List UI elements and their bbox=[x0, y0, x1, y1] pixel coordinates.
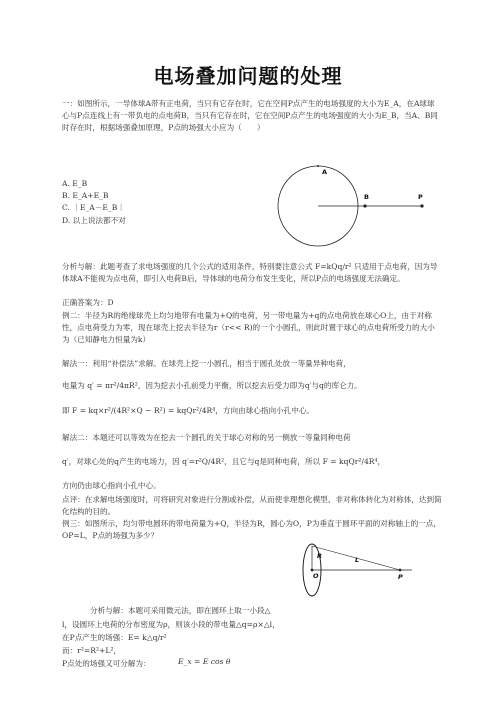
q3-figure bbox=[290, 540, 420, 600]
q1-analysis: 分析与解：此题考查了求电场强度的几个公式的适用条件，特别要注意公式 F=kQq/r² 只适用于点电荷，因为导体球A不能视为点电荷，即引入电荷B后，导体球的电荷分布发生变化，所以P点的电场强度无法确定。 bbox=[62, 262, 438, 284]
q3-analysis-1: 分析与解：本题可采用微元法，即在圆环上取一小段△ bbox=[90, 606, 271, 615]
q2-method1b: 电量为 q′ = πr²/4πR²，因为挖去小孔前受力平衡，所以挖去后受力即为q′与q的库仑力。 bbox=[62, 381, 362, 390]
q2-method2: 解法二：本题还可以等效为在挖去一个圆孔的关于球心对称的另一侧放一等量同种电荷 bbox=[62, 433, 351, 442]
label-l: L bbox=[355, 556, 360, 564]
q1-option-a: A. E_B bbox=[62, 179, 88, 188]
q1-options bbox=[62, 178, 126, 227]
label-p: P bbox=[418, 193, 423, 201]
q3-analysis-5: P点处的场强又可分解为： bbox=[62, 659, 151, 668]
q1-option-d: D. 以上说法都不对 bbox=[62, 215, 126, 225]
q3-analysis-4: 而：r²=R²+L²， bbox=[62, 646, 122, 655]
q2-method1: 解法一：利用“补偿法”求解。在球壳上挖一小圆孔，相当于圆孔处放一等量异种电荷， bbox=[62, 359, 351, 368]
q2-comment: 点评：在求解电场强度时，可将研究对象进行分割或补偿，从而使非理想化模型、非对称体转化为对称体，达到简化结构的目的。 bbox=[62, 495, 442, 517]
q1-answer: 正确答案为：D bbox=[62, 298, 114, 307]
point-p-dot bbox=[399, 569, 402, 572]
center-o-dot bbox=[311, 569, 314, 572]
q1-option-b: B. E_A+E_B bbox=[62, 191, 109, 201]
q2-method1c: 即 F = kq×r²/(4R²×Q − R²) = kqQr²/4R⁴，方向由球心指向小孔中心。 bbox=[62, 406, 315, 415]
label-r: R bbox=[317, 552, 323, 560]
q2-method2b: q′，对球心处的q产生的电场力，因 q′=r²Q/4R²，且它与q是同种电荷，所以 F = kqQr²/4R⁴， bbox=[62, 457, 386, 466]
label-p3: P bbox=[398, 573, 403, 581]
q3-analysis-2: l，设圆环上电荷的分布密度为ρ，则该小段的带电量△q=ρ×△l， bbox=[62, 620, 280, 629]
label-b: B bbox=[364, 193, 369, 201]
q1-option-c: C. ｜E_A－E_B｜ bbox=[62, 203, 125, 213]
point-a-dot bbox=[317, 165, 319, 167]
q3-formula: E_x = E cos θ bbox=[178, 657, 231, 666]
q1-stem: 一：如图所示，一导体球A带有正电荷，当只有它存在时，它在空间P点产生的电场强度的大小为E_A，在A球球心与P点连线上有一带负电的点电荷B，当只有它存在时，它在空间P点产生的电场强度的大小为E_B，当A、B同时存在时，根据场强叠加原理，P点的场强大小应为（ ） bbox=[62, 99, 438, 133]
label-o: O bbox=[313, 572, 319, 580]
q1-figure bbox=[270, 164, 450, 254]
label-a: A bbox=[322, 168, 328, 176]
document-title: 电场叠加问题的处理 bbox=[153, 64, 343, 88]
point-p-dot bbox=[420, 204, 423, 207]
q3-stem: 例三：如图所示，均匀带电圆环的带电荷量为+Q，半径为R，圆心为O，P为垂直于圆环平面的对称轴上的一点，OP=L，P点的场强为多少？ bbox=[62, 519, 441, 541]
q2-method2c: 方向仍由球心指向小孔中心。 bbox=[62, 481, 161, 490]
point-b-dot bbox=[363, 204, 366, 207]
q2-stem: 例二：半径为R的绝缘球壳上均匀地带有电量为+Q的电荷，另一带电量为+q的点电荷放在球心O上，由于对称性，点电荷受力为零，现在球壳上挖去半径为r（r<< R)的一个小圆孔，则此时置于球心的点电荷所受力的大小为（已知静电力恒量为k） bbox=[62, 311, 435, 345]
q3-analysis-3: 在P点产生的场强：E= k△q/r² bbox=[62, 633, 167, 642]
